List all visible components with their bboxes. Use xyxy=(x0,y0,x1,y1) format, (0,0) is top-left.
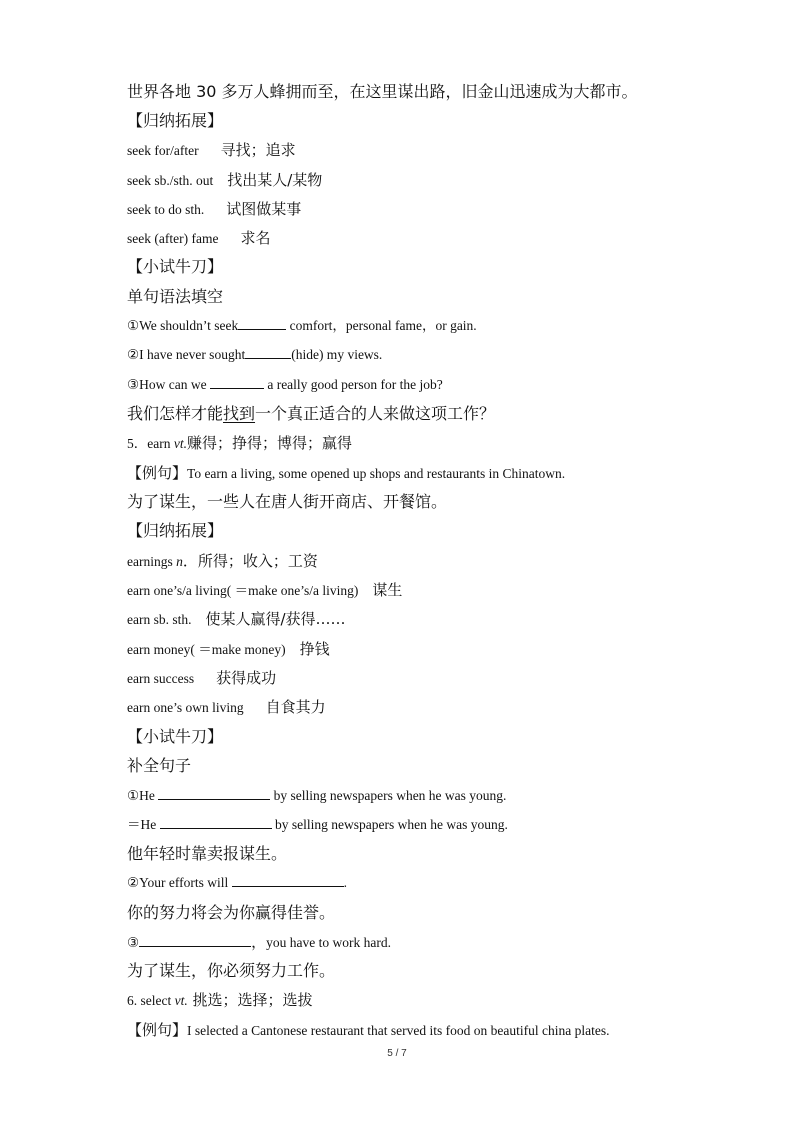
exercise-text: ②I have never sought xyxy=(127,347,246,362)
phrase-en: seek for/after xyxy=(127,143,199,158)
example-tag: 【例句】 xyxy=(127,464,188,482)
phrase-en: earn one’s/a living( ＝make one’s/a living) xyxy=(127,583,359,598)
page-number: 5 / 7 xyxy=(387,1048,407,1059)
example-en: To earn a living, some opened up shops and restaurants in Chinatown. xyxy=(187,466,566,481)
vocab-headword: 5．earn xyxy=(127,436,174,451)
phrase-zh: 获得成功 xyxy=(216,669,277,687)
phrase-zh: 找出某人/某物 xyxy=(227,171,323,189)
phrase-en: earnings xyxy=(127,554,177,569)
phrase-line xyxy=(127,609,346,629)
phrase-zh: 自食其力 xyxy=(265,698,326,716)
vocab-entry xyxy=(127,433,352,453)
phrase-en: seek (after) fame xyxy=(127,231,219,246)
phrase-line xyxy=(127,228,270,248)
phrase-zh: 谋生 xyxy=(372,581,403,599)
answer-blank[interactable] xyxy=(245,345,291,359)
exercise-item xyxy=(127,815,508,835)
phrase-zh: 挣钱 xyxy=(299,640,330,658)
exercise-item xyxy=(127,345,382,365)
answer-blank[interactable] xyxy=(158,786,270,800)
phrase-line xyxy=(127,668,276,688)
phrase-zh: 寻找；追求 xyxy=(220,141,296,159)
example-tag: 【例句】 xyxy=(127,1021,188,1039)
phrase-zh: 使某人赢得/获得…… xyxy=(205,610,346,628)
underlined-word: 找到 xyxy=(223,404,256,423)
exercise-text: a really good person for the job? xyxy=(263,377,443,392)
phrase-line xyxy=(127,140,296,160)
translation-line xyxy=(127,404,495,424)
exercise-text: comfort，personal fame，or gain. xyxy=(286,318,477,333)
answer-blank[interactable] xyxy=(238,316,286,330)
answer-blank[interactable] xyxy=(139,933,251,947)
exercise-text: . xyxy=(343,875,347,890)
phrase-line xyxy=(127,170,322,190)
part-of-speech: vt. xyxy=(174,993,188,1008)
example-en: I selected a Cantonese restaurant that served its food on beautiful china plates. xyxy=(187,1023,610,1038)
section-heading: 【归纳拓展】 xyxy=(127,521,224,540)
phrase-en: earn money( ＝make money) xyxy=(127,642,286,657)
exercise-text: by selling newspapers when he was young. xyxy=(270,788,507,803)
exercise-text: by selling newspapers when he was young. xyxy=(271,817,508,832)
translation-line: 他年轻时靠卖报谋生。 xyxy=(127,844,288,863)
exercise-text: ②Your efforts will xyxy=(127,875,232,890)
exercise-text: ③ xyxy=(127,935,140,950)
exercise-item xyxy=(127,375,443,395)
exercise-title: 单句语法填空 xyxy=(127,287,224,306)
part-of-speech: vt. xyxy=(173,436,187,451)
phrase-en: seek to do sth. xyxy=(127,202,205,217)
translation-line: 为了谋生，一些人在唐人街开商店、开餐馆。 xyxy=(127,492,448,511)
phrase-en: earn sb. sth. xyxy=(127,612,192,627)
example-sentence xyxy=(127,463,565,483)
phrase-line xyxy=(127,580,402,600)
section-heading: 【小试牛刀】 xyxy=(127,257,224,276)
exercise-text: ①He xyxy=(127,788,159,803)
exercise-text: ③How can we xyxy=(127,377,210,392)
phrase-zh: ．所得；收入；工资 xyxy=(182,552,318,570)
phrase-line xyxy=(127,199,301,219)
vocab-headword: 6. select xyxy=(127,993,175,1008)
exercise-text: (hide) my views. xyxy=(291,347,383,362)
section-heading: 【归纳拓展】 xyxy=(127,111,224,130)
answer-blank[interactable] xyxy=(232,873,344,887)
translation-line: 为了谋生，你必须努力工作。 xyxy=(127,961,336,980)
exercise-item xyxy=(127,873,347,893)
vocab-meaning: 挑选；选择；选拔 xyxy=(187,991,313,1009)
translation-text: 一个真正适合的人来做这项工作？ xyxy=(255,404,496,423)
part-of-speech: n xyxy=(176,554,183,569)
vocab-entry xyxy=(127,990,313,1010)
exercise-title: 补全句子 xyxy=(127,756,192,775)
exercise-text: ①We shouldn’t seek xyxy=(127,318,239,333)
section-heading: 【小试牛刀】 xyxy=(127,727,224,746)
exercise-item xyxy=(127,786,506,806)
phrase-en: earn one’s own living xyxy=(127,700,244,715)
phrase-zh: 试图做某事 xyxy=(226,200,302,218)
answer-blank[interactable] xyxy=(160,815,272,829)
phrase-zh: 求名 xyxy=(240,229,271,247)
phrase-en: earn success xyxy=(127,671,195,686)
vocab-meaning: 赚得；挣得；博得；赢得 xyxy=(186,434,352,452)
phrase-line xyxy=(127,639,330,659)
exercise-text: ＝He xyxy=(127,817,160,832)
example-sentence xyxy=(127,1020,610,1040)
phrase-line xyxy=(127,697,326,717)
exercise-text: ， xyxy=(251,933,267,951)
translation-line: 你的努力将会为你赢得佳誉。 xyxy=(127,903,336,922)
exercise-item xyxy=(127,316,477,336)
translation-text: 我们怎样才能 xyxy=(127,404,224,423)
exercise-text: you have to work hard. xyxy=(266,935,391,950)
phrase-en: seek sb./sth. out xyxy=(127,173,214,188)
answer-blank[interactable] xyxy=(210,375,264,389)
exercise-item xyxy=(127,932,391,952)
phrase-line xyxy=(127,551,318,571)
text-line: 世界各地 30 多万人蜂拥而至，在这里谋出路，旧金山迅速成为大都市。 xyxy=(127,82,638,101)
